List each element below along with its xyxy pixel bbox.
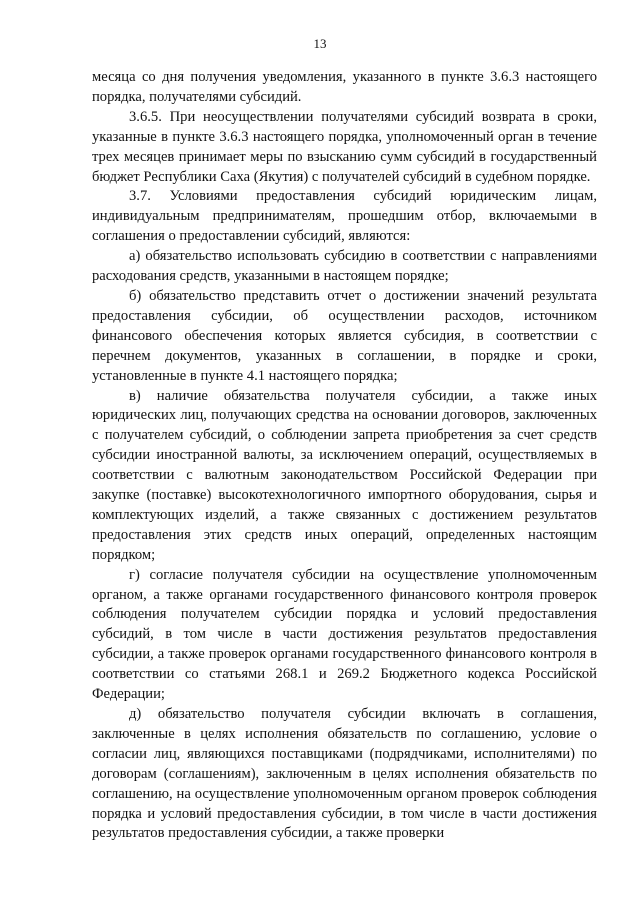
paragraph-3-6-5: 3.6.5. При неосуществлении получателями субсидий возврата в сроки, указанные в пункте 3.6.3 настоящего порядка, уполномоченный орган в течение трех месяцев принимает меры по взысканию сумм субсидий в государственный бюджет Республики Саха (Якутия) с получателей субсидий в судебном порядке.: [92, 108, 597, 185]
paragraph-item-b: б) обязательство представить отчет о достижении значений результата предоставления субсидии, об осуществлении расходов, источником финансового обеспечения которых является субсидия, в соответствии с перечнем документов, указанных в соглашении, в порядке и сроки, установленные в пункте 4.1 настоящего порядка;: [92, 287, 597, 384]
paragraph-item-a: а) обязательство использовать субсидию в соответствии с направлениями расходования средств, указанными в настоящем порядке;: [92, 248, 597, 285]
paragraph-item-g: г) согласие получателя субсидии на осуществление уполномоченным органом, а также органами государственного финансового контроля проверок соблюдения получателем субсидии порядка и условий предоставления субсидий, в том числе в части достижения результатов предоставления субсидии, а также проверок органами государственного финансового контроля в соответствии со статьями 268.1 и 269.2 Бюджетного кодекса Российской Федерации;: [92, 566, 597, 703]
document-body: [92, 68, 597, 844]
paragraph-item-d: д) обязательство получателя субсидии включать в соглашения, заключенные в целях исполнения обязательств по соглашению, условие о согласии лиц, являющихся поставщиками (подрядчиками, исполнителями) по договорам (соглашениям), заключенным в целях исполнения обязательств по соглашению, на осуществление уполномоченным органом проверок соблюдения порядка и условий предоставления субсидии, в том числе в части достижения результатов предоставления субсидии, а также проверки: [92, 706, 597, 842]
paragraph-item-v: в) наличие обязательства получателя субсидии, а также иных юридических лиц, получающих средства на основании договоров, заключенных с получателем субсидий, о соблюдении запрета приобретения за счет средств субсидии иностранной валюты, за исключением операций, осуществляемых в соответствии с валютным законодательством Российской Федерации при закупке (поставке) высокотехнологичного импортного оборудования, сырья и комплектующих изделий, а также связанных с достижением результатов предоставления этих средств иных операций, определенных настоящим порядком;: [92, 387, 597, 563]
page-number: 13: [313, 36, 327, 51]
paragraph-continuation: месяца со дня получения уведомления, указанного в пункте 3.6.3 настоящего порядка, получателями субсидий.: [92, 69, 597, 105]
paragraph-3-7: 3.7. Условиями предоставления субсидий юридическим лицам, индивидуальным предпринимателям, прошедшим отбор, включаемыми в соглашения о предоставлении субсидий, являются:: [92, 188, 597, 245]
